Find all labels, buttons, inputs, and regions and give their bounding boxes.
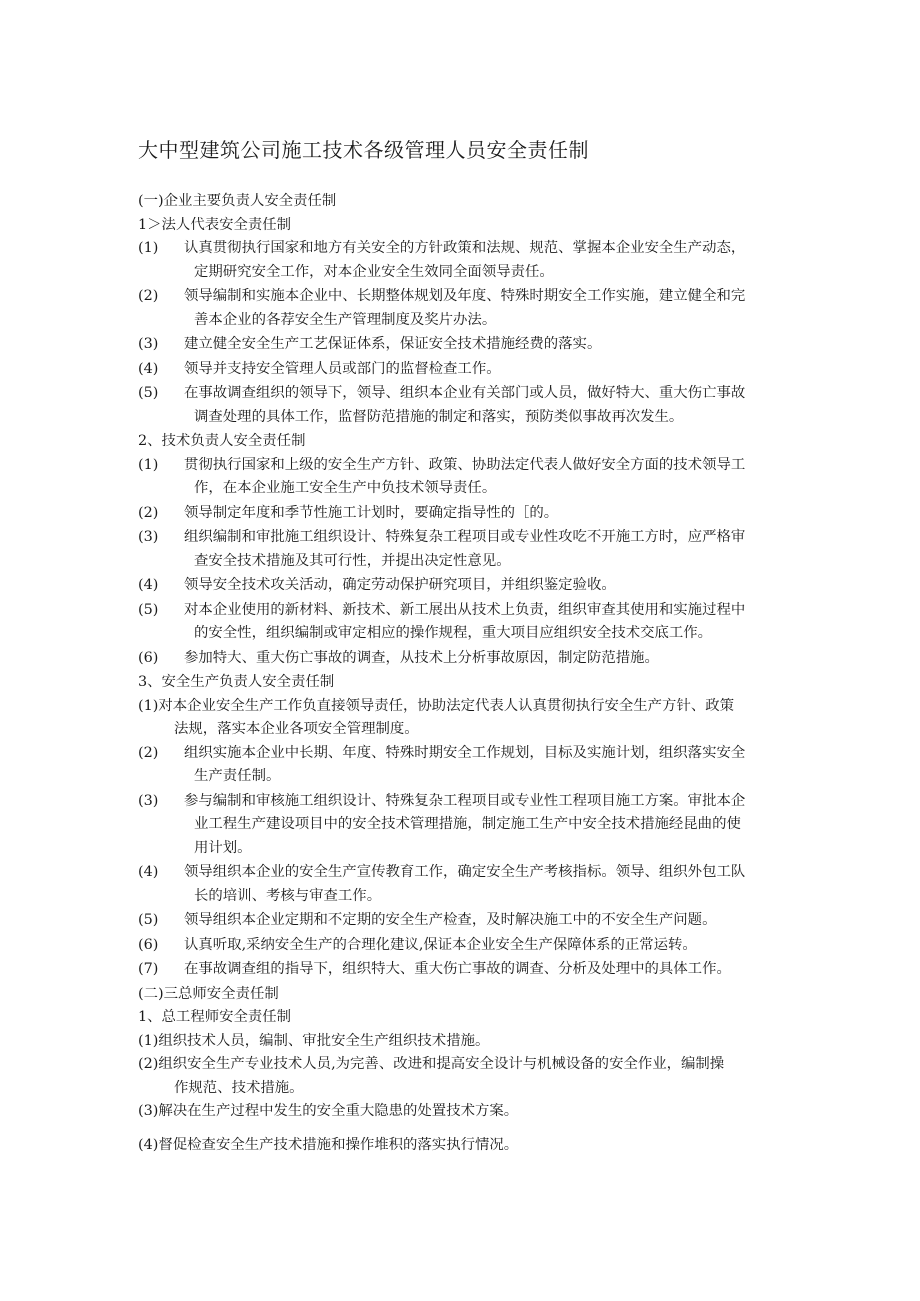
list-item — [138, 333, 798, 357]
list-item — [138, 742, 798, 789]
section-heading: (二)三总师安全责任制 — [138, 985, 279, 1002]
item-text-line: 长的培训、考核与审查工作。 — [194, 887, 382, 904]
section-heading: (一)企业主要负责人安全责任制 — [138, 193, 337, 209]
list-item — [138, 909, 798, 933]
list-item — [138, 1053, 798, 1100]
item-text-line: 领导并支持安全管理人员或部门的监督检查工作。 — [184, 360, 501, 377]
list-item — [138, 574, 798, 598]
subsection-heading: 1、总工程师安全责任制 — [138, 1009, 292, 1025]
item-number: (7) — [138, 961, 159, 977]
item-text-line: (4)督促检查安全生产技术措施和操作堆积的落实执行情况。 — [138, 1136, 519, 1153]
list-item — [138, 237, 798, 284]
item-number: (3) — [138, 336, 159, 352]
item-text-line: 用计划。 — [194, 839, 252, 856]
list-item — [138, 1030, 798, 1054]
item-number: (6) — [138, 649, 159, 666]
item-number: (5) — [138, 385, 159, 401]
item-text-line: 领导编制和实施本企业中、长期整体规划及年度、特殊时期安全工作实施，建立健全和完 — [184, 288, 746, 304]
item-text-line: 的安全性，组织编制或审定相应的操作规程，重大项目应组织安全技术交底工作。 — [194, 625, 713, 641]
item-text-line: 在事故调查组的指导下，组织特大、重大伤亡事故的调查、分析及处理中的具体工作。 — [184, 961, 731, 977]
item-text-line: (2)组织安全生产专业技术人员,为完善、改进和提高安全设计与机械设备的安全作业，编制操 — [138, 1056, 725, 1072]
item-text-line: 法规，落实本企业各项安全管理制度。 — [174, 721, 419, 737]
list-item — [138, 599, 798, 646]
list-item — [138, 1100, 798, 1124]
subsection-heading: 2、技术负责人安全责任制 — [138, 433, 306, 449]
item-text-line: 领导制定年度和季节性施工计划时，要确定指导性的［的。 — [184, 504, 559, 521]
item-text-line: 组织编制和审批施工组织设计、特殊复杂工程项目或专业性攻吃不开施工方时，应严格审 — [184, 529, 746, 545]
item-number: (2) — [138, 744, 159, 761]
item-text-line: 贯彻执行国家和上级的安全生产方针、政策、协助法定代表人做好安全方面的技术领导工 — [184, 456, 746, 473]
list-item — [138, 695, 798, 742]
item-number: (4) — [138, 360, 159, 377]
item-text-line: 参与编制和审核施工组织设计、特殊复杂工程项目或专业性工程项目施工方案。审批本企 — [184, 792, 746, 809]
item-text-line: 对本企业使用的新材料、新技术、新工展出从技术上负责，组织审查其使用和实施过程中 — [184, 601, 746, 618]
item-text-line: 业工程生产建设项目中的安全技术管理措施，制定施工生产中安全技术措施经昆曲的使 — [194, 816, 741, 832]
item-text-line: 认真听取,采纳安全生产的合理化建议,保证本企业安全生产保障体系的正常运转。 — [184, 936, 697, 953]
list-item — [138, 358, 798, 382]
item-number: (4) — [138, 864, 159, 880]
list-item — [138, 502, 798, 526]
list-item — [138, 934, 798, 958]
item-number: (1) — [138, 240, 159, 256]
item-text-line: 建立健全安全生产工艺保证体系，保证安全技术措施经费的落实。 — [184, 336, 602, 352]
list-item — [138, 285, 798, 332]
item-number: (2) — [138, 504, 159, 521]
item-text-line: 在事故调查组织的领导下，领导、组织本企业有关部门或人员，做好特大、重大伤亡事故 — [184, 385, 746, 401]
list-item — [138, 958, 798, 982]
list-item — [138, 647, 798, 671]
item-text-line: 作，在本企业施工安全生产中负技术领导责任。 — [194, 480, 497, 496]
item-text-line: 作规范、技术措施。 — [174, 1079, 304, 1096]
list-item — [138, 454, 798, 501]
item-text-line: 调查处理的具体工作，监督防范措施的制定和落实，预防类似事故再次发生。 — [194, 408, 684, 425]
item-number: (5) — [138, 601, 159, 618]
list-item — [138, 526, 798, 573]
item-text-line: 定期研究安全工作，对本企业安全生效同全面领导责任。 — [194, 263, 554, 280]
item-text-line: (1)组织技术人员，编制、审批安全生产组织技术措施。 — [138, 1032, 490, 1049]
item-text-line: 认真贯彻执行国家和地方有关安全的方针政策和法规、规范、掌握本企业安全生产动态， — [184, 240, 746, 256]
item-number: (5) — [138, 912, 159, 928]
item-text-line: 生产责任制。 — [194, 768, 281, 784]
subsection-heading: 3、安全生产负责人安全责任制 — [138, 674, 335, 690]
item-number: (1) — [138, 456, 159, 473]
document-body — [138, 190, 798, 1157]
item-number: (2) — [138, 288, 159, 304]
item-text-line: 查安全技术措施及其可行性，并提出决定性意见。 — [194, 552, 511, 569]
list-item — [138, 382, 798, 429]
list-item — [138, 790, 798, 861]
item-number: (3) — [138, 792, 159, 809]
spacer — [138, 1124, 798, 1134]
item-text-line: 参加特大、重大伤亡事故的调查，从技术上分析事故原因，制定防范措施。 — [184, 649, 659, 666]
item-text-line: 领导组织本企业定期和不定期的安全生产检查，及时解决施工中的不安全生产问题。 — [184, 912, 717, 928]
item-text-line: 领导组织本企业的安全生产宣传教育工作，确定安全生产考核指标。领导、组织外包工队 — [184, 864, 746, 880]
item-text-line: 组织实施本企业中长期、年度、特殊时期安全工作规划，目标及实施计划，组织落实安全 — [184, 744, 746, 761]
document-title: 大中型建筑公司施工技术各级管理人员安全责任制 — [138, 138, 589, 162]
item-text-line: 领导安全技术攻关活动，确定劳动保护研究项目，并组织鉴定验收。 — [184, 577, 616, 593]
subsection-heading: 1＞法人代表安全责任制 — [138, 216, 292, 233]
item-number: (3) — [138, 529, 159, 545]
item-number: (4) — [138, 577, 159, 593]
list-item — [138, 1134, 798, 1158]
item-text-line: (1)对本企业安全生产工作负直接领导责任，协助法定代表人认真贯彻执行安全生产方针、政策 — [138, 697, 735, 714]
list-item — [138, 861, 798, 908]
item-text-line: 善本企业的各荐安全生产管理制度及奖片办法。 — [194, 311, 497, 328]
item-number: (6) — [138, 936, 159, 953]
item-text-line: (3)解决在生产过程中发生的安全重大隐患的处置技术方案。 — [138, 1103, 519, 1119]
